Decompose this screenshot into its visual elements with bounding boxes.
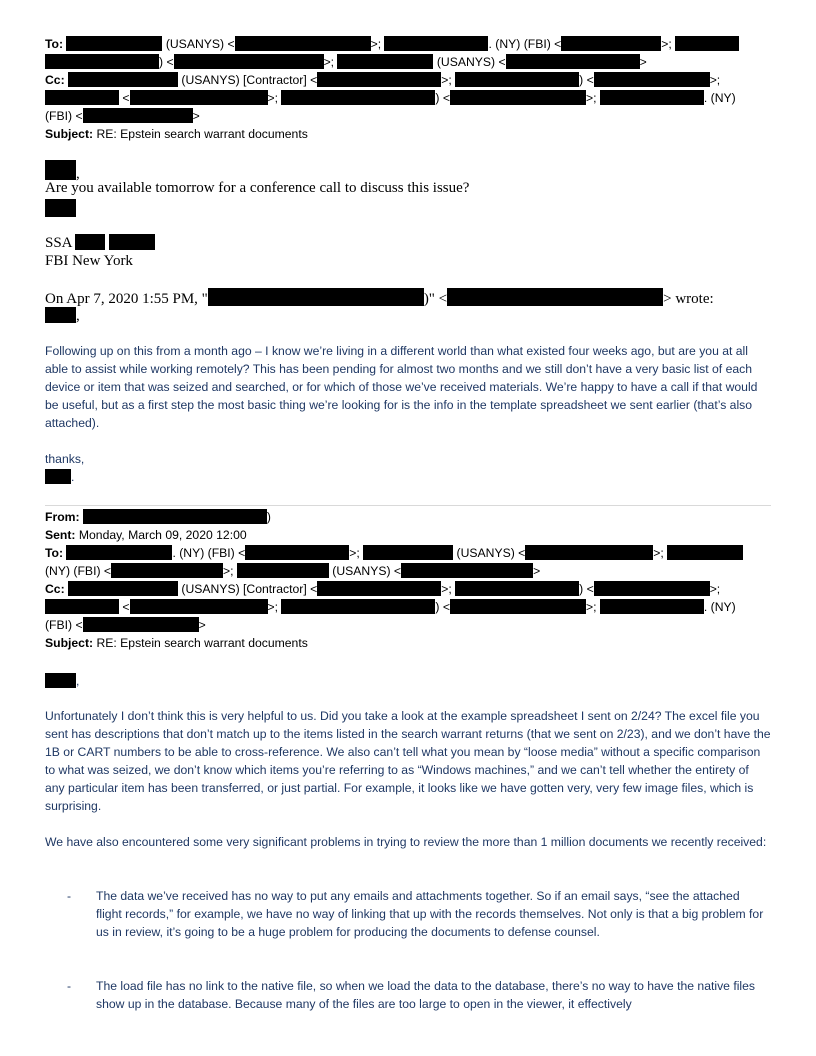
message3-greeting — [45, 672, 79, 690]
redaction-box — [561, 36, 661, 51]
reply-question: Are you available tomorrow for a conference call to discuss this issue? — [45, 180, 470, 196]
to-text: > — [533, 564, 541, 578]
redaction-box — [594, 72, 710, 87]
redaction-box — [83, 617, 199, 632]
to-text: >; — [370, 37, 382, 51]
redaction-box — [401, 563, 533, 578]
header2-sent-line — [45, 526, 247, 544]
header2-cc-line — [45, 580, 720, 598]
cc-text: >; — [585, 600, 597, 614]
message3-paragraph-2: We have also encountered some very significant problems in trying to review the more than 1 million documents we recently received: — [45, 835, 767, 849]
signature-line — [45, 234, 155, 252]
redaction-box — [281, 90, 435, 105]
cc-text: >; — [267, 600, 279, 614]
bullet-text: The load file has no link to the native file, so when we load the data to the database, there’s no way to have the native files show up in the database. Because many of the files are too large to open in the viewer, it effectively — [96, 979, 755, 1011]
bullet-item-2 — [45, 977, 771, 1037]
bullet-text: The data we’ve received has no way to put any emails and attachments together. So if an email says, “see the attached flight records,” for example, we have no way of linking that up with the records themselves. Not only is that a big problem for us in review, it’s going to be a huge problem for producing the documents to defense counsel. — [96, 889, 764, 939]
redaction-box — [174, 54, 324, 69]
from-label: From: — [45, 510, 80, 524]
cc-text: < — [119, 600, 130, 614]
header1-subject-line — [45, 125, 308, 143]
redaction-box — [83, 509, 267, 524]
to-text: (USANYS) < — [453, 546, 526, 560]
to-text: >; — [661, 37, 672, 51]
header1-to-line — [45, 35, 739, 53]
reply-signoff — [45, 199, 76, 219]
to-text: . (NY) (FBI) < — [172, 546, 246, 560]
redaction-box — [45, 54, 159, 69]
to-text: . (NY) (FBI) < — [488, 37, 562, 51]
header1-cc-line-3 — [45, 107, 200, 125]
redaction-box — [45, 599, 119, 614]
redaction-box — [237, 563, 329, 578]
cc-text: >; — [709, 73, 721, 87]
message-divider — [45, 505, 771, 506]
quote-text: On Apr 7, 2020 1:55 PM, " — [45, 291, 208, 307]
redaction-box — [45, 469, 71, 484]
cc-text: ) < — [435, 600, 450, 614]
cc-text: < — [119, 91, 130, 105]
signature-office: FBI New York — [45, 253, 133, 269]
to-text: >; — [223, 564, 234, 578]
redaction-box — [384, 36, 488, 51]
cc-text: > — [198, 618, 206, 632]
redaction-box — [111, 563, 223, 578]
header1-cc-line — [45, 71, 720, 89]
header2-from-line — [45, 508, 271, 526]
to-text: (USANYS) < — [328, 564, 402, 578]
bullet-marker: - — [67, 889, 72, 903]
to-text: >; — [323, 55, 335, 69]
subject-label: Subject: — [45, 636, 94, 650]
redaction-box — [208, 288, 424, 306]
to-text: >; — [349, 546, 360, 560]
redaction-box — [594, 581, 710, 596]
message3-paragraph-1: Unfortunately I don’t think this is very helpful to us. Did you take a look at the example spreadsheet I sent on 2/24? The excel file you sent has descriptions that don’t match up to the items listed in the search warrant returns (that we sent on 2/23), and we don’t have the 1B or CART numbers to be able to cross-reference. We also can’t tell what you mean by “loose media” without a specific comparison to what was seized, we don’t know which items you’re referring to as “Windows machines,” and we can’t tell whether the entirety of any particular item has been transferred, or just partial. For example, it looks like we have gotten very, very few image files, which is surprising. — [45, 709, 771, 813]
quote-greeting — [45, 307, 80, 325]
header2-subject-line — [45, 634, 308, 652]
redaction-box — [245, 545, 349, 560]
to-text: >; — [653, 546, 664, 560]
signature-title: SSA — [45, 235, 72, 251]
redaction-box — [45, 307, 76, 323]
redaction-box — [447, 288, 663, 306]
header2-to-line-2 — [45, 562, 540, 580]
to-text: > — [639, 55, 647, 69]
cc-text: . (NY) — [703, 600, 736, 614]
sent-label: Sent: — [45, 528, 76, 542]
cc-text: (USANYS) [Contractor] < — [178, 582, 318, 596]
redaction-box — [45, 673, 76, 688]
message2-signature — [45, 468, 74, 486]
subject-text: RE: Epstein search warrant documents — [93, 636, 308, 650]
header2-to-line — [45, 544, 743, 562]
cc-text: (USANYS) [Contractor] < — [178, 73, 318, 87]
cc-text: >; — [441, 73, 452, 87]
sent-date: Monday, March 09, 2020 12:00 — [75, 528, 247, 542]
header2-cc-line-3 — [45, 616, 206, 634]
to-text: (USANYS) < — [162, 37, 235, 51]
redaction-box — [66, 36, 162, 51]
bullet-marker: - — [67, 979, 72, 993]
redaction-box — [66, 545, 172, 560]
subject-text: RE: Epstein search warrant documents — [93, 127, 308, 141]
redaction-box — [75, 234, 105, 250]
redaction-box — [455, 72, 579, 87]
redaction-box — [45, 199, 76, 217]
redaction-box — [68, 581, 178, 596]
redaction-box — [450, 90, 586, 105]
to-text: ) < — [159, 55, 174, 69]
redaction-box — [109, 234, 155, 250]
cc-text: (FBI) < — [45, 109, 83, 123]
redaction-box — [83, 108, 193, 123]
header1-cc-line-2 — [45, 89, 736, 107]
cc-text: >; — [267, 91, 279, 105]
cc-text: >; — [709, 582, 721, 596]
redaction-box — [363, 545, 453, 560]
greeting-comma: , — [76, 166, 80, 182]
greeting-comma: , — [76, 308, 80, 324]
redaction-box — [130, 599, 268, 614]
redaction-box — [281, 599, 435, 614]
message2-thanks: thanks, — [45, 452, 85, 466]
cc-text: . (NY) — [703, 91, 736, 105]
to-label: To: — [45, 37, 64, 51]
redaction-box — [317, 72, 441, 87]
redaction-box — [130, 90, 268, 105]
cc-text: ) < — [579, 582, 594, 596]
redaction-box — [235, 36, 371, 51]
redaction-box — [450, 599, 586, 614]
quote-text: > wrote: — [663, 291, 714, 307]
to-text: (USANYS) < — [433, 55, 506, 69]
to-label: To: — [45, 546, 64, 560]
cc-text: >; — [441, 582, 452, 596]
redaction-box — [667, 545, 743, 560]
header2-cc-line-2 — [45, 598, 736, 616]
quote-attribution — [45, 288, 714, 308]
redaction-box — [675, 36, 739, 51]
redaction-box — [455, 581, 579, 596]
cc-text: >; — [585, 91, 597, 105]
redaction-box — [317, 581, 441, 596]
redaction-box — [600, 599, 704, 614]
signature-period: . — [71, 470, 75, 484]
cc-text: > — [192, 109, 200, 123]
redaction-box — [45, 90, 119, 105]
from-text: ) — [266, 510, 271, 524]
header1-to-line-2 — [45, 53, 647, 71]
redaction-box — [337, 54, 433, 69]
subject-label: Subject: — [45, 127, 94, 141]
cc-label: Cc: — [45, 582, 65, 596]
redaction-box — [45, 160, 76, 180]
redaction-box — [68, 72, 178, 87]
cc-text: (FBI) < — [45, 618, 83, 632]
redaction-box — [506, 54, 640, 69]
redaction-box — [600, 90, 704, 105]
cc-label: Cc: — [45, 73, 65, 87]
to-text: (NY) (FBI) < — [45, 564, 112, 578]
greeting-comma: , — [76, 674, 80, 688]
cc-text: ) < — [579, 73, 594, 87]
message2-body: Following up on this from a month ago – I know we’re living in a different world than what existed four weeks ago, but are you at all able to assist while working remotely? This has been pending for almost two months and we still don’t have a very basic list of each device or item that was seized and searched, or for which of those we’ve received materials. We’re happy to have a call if that would be useful, but as a first step the most basic thing we’re looking for is the info in the template spreadsheet we sent earlier (that’s also attached). — [45, 344, 758, 430]
cc-text: ) < — [435, 91, 450, 105]
bullet-item-1 — [45, 887, 771, 959]
quote-text: )" < — [423, 291, 448, 307]
redaction-box — [525, 545, 653, 560]
